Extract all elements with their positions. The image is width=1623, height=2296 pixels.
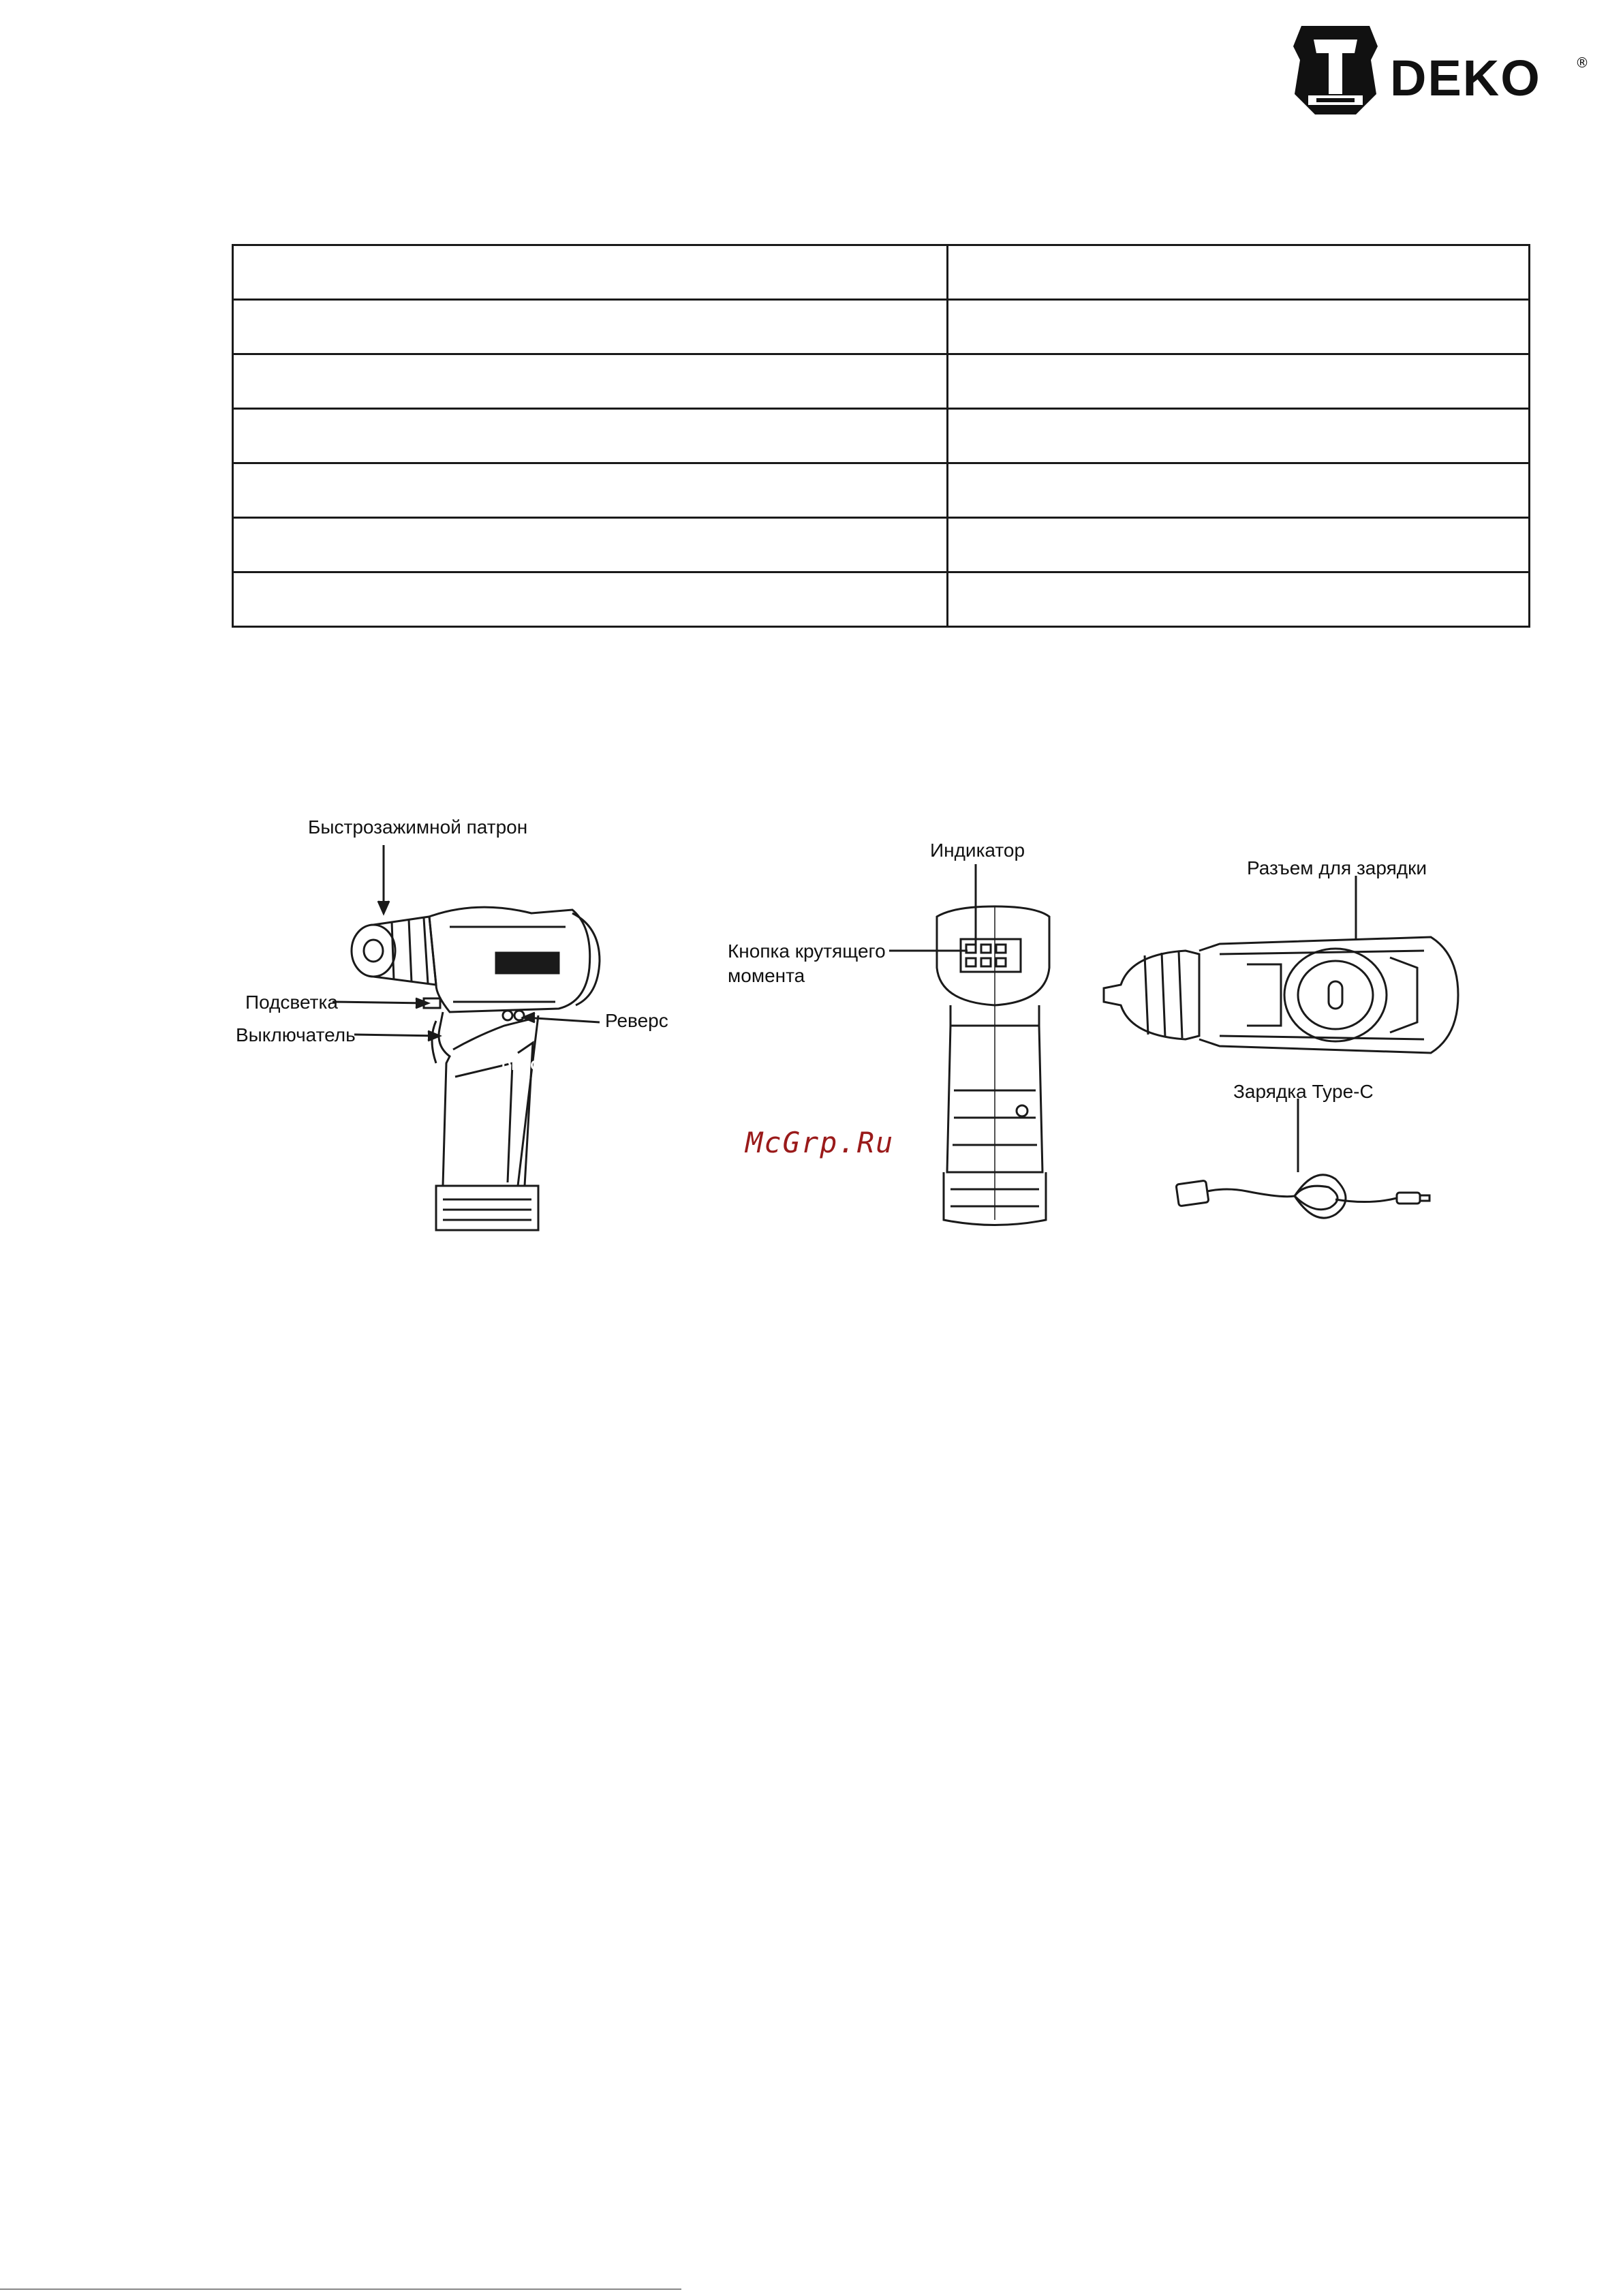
spec-row xyxy=(233,572,1530,627)
label-torque-line1: Кнопка крутящего xyxy=(728,940,886,962)
spec-cell xyxy=(233,572,948,627)
spec-cell xyxy=(233,245,948,300)
deko-helmet-icon xyxy=(1288,19,1383,121)
spec-row xyxy=(233,409,1530,463)
front-view-leaders xyxy=(889,864,976,951)
label-charge-port: Разъем для зарядки xyxy=(1247,857,1427,878)
drill-side-view xyxy=(352,907,600,1230)
spec-cell xyxy=(948,354,1530,409)
spec-cell xyxy=(233,354,948,409)
label-charging: Зарядка Type-C xyxy=(1233,1081,1374,1102)
spec-cell xyxy=(948,463,1530,518)
drill-top-view xyxy=(1104,937,1458,1053)
spec-cell xyxy=(948,300,1530,354)
label-torque-line2: момента xyxy=(728,965,805,986)
spec-cell xyxy=(233,300,948,354)
drill-badge xyxy=(496,953,559,973)
spec-cell xyxy=(948,518,1530,572)
spec-row xyxy=(233,463,1530,518)
watermark: McGrp.Ru xyxy=(745,1126,895,1159)
product-figure xyxy=(0,784,1623,1261)
spec-row xyxy=(233,245,1530,300)
spec-cell xyxy=(233,518,948,572)
spec-row xyxy=(233,518,1530,572)
usb-c-cable xyxy=(1176,1175,1429,1218)
bottom-rule xyxy=(0,2289,681,2290)
spec-cell xyxy=(948,409,1530,463)
spec-cell xyxy=(948,245,1530,300)
label-light: Подсветка xyxy=(245,992,338,1013)
registered-mark: ® xyxy=(1575,55,1589,71)
drill-badge-text: DEKO xyxy=(501,1058,541,1073)
spec-row xyxy=(233,354,1530,409)
spec-cell xyxy=(233,409,948,463)
spec-cell xyxy=(948,572,1530,627)
drill-front-view xyxy=(937,906,1049,1225)
spec-table xyxy=(232,244,1530,628)
label-chuck: Быстрозажимной патрон xyxy=(308,816,528,838)
label-reverse: Реверс xyxy=(605,1010,668,1031)
label-switch: Выключатель xyxy=(236,1024,356,1045)
label-indicator: Индикатор xyxy=(930,840,1025,861)
brand-name: DEKO xyxy=(1390,50,1541,106)
spec-cell xyxy=(233,463,948,518)
top-view-leaders xyxy=(1298,876,1356,1172)
spec-row xyxy=(233,300,1530,354)
